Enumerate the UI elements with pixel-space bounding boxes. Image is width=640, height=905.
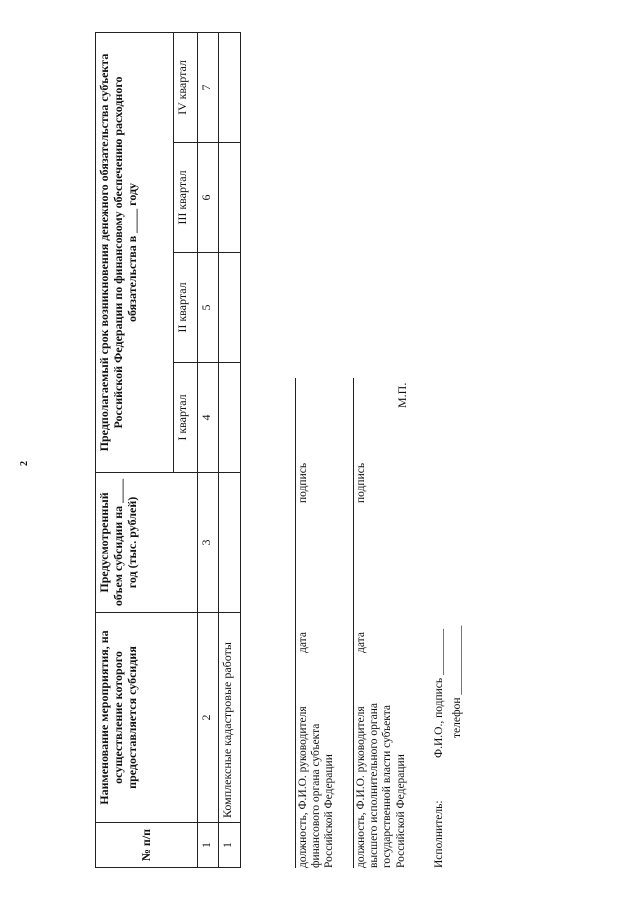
executor-phone-line: телефон ____________: [451, 625, 463, 738]
finance-head-position: должность, Ф.И.О. руководителя финансового органа субъекта Российской Федерации: [297, 706, 336, 868]
row-activity: Комплексные кадастровые работы: [219, 613, 241, 823]
finance-head-signature-label: подпись: [297, 462, 309, 503]
row-number: 1: [219, 823, 241, 868]
column-number: 1: [198, 823, 219, 868]
executor-label: Исполнитель:: [433, 800, 445, 868]
header-obligation-period: Предполагаемый срок возникновения денежного обязательства субъекта Российской Федерации по финансовому обеспечению расходного обязательства в ____ году: [96, 32, 174, 472]
row-q2: [219, 253, 241, 363]
header-q2: II квартал: [174, 253, 198, 363]
column-number: 6: [198, 143, 219, 253]
column-number-row: [198, 32, 219, 867]
header-activity-name: Наименование мероприятия, на осуществление которого предоставляется субсидия: [96, 613, 198, 823]
page-number: 2: [19, 461, 30, 466]
row-q1: [219, 363, 241, 473]
finance-head-signature-line: [295, 378, 296, 868]
header-number: № п/п: [96, 823, 198, 868]
column-number: 5: [198, 253, 219, 363]
column-number: 7: [198, 32, 219, 142]
row-volume: [219, 473, 241, 613]
column-number: 4: [198, 363, 219, 473]
executive-head-position: должность, Ф.И.О. руководителя высшего исполнительного органа государственной власти субъекта Российской Федерации: [355, 703, 407, 868]
executor-name-line: Ф.И.О., подпись ________: [433, 628, 445, 758]
stamp-placeholder: М.П.: [395, 382, 409, 408]
table-row: [219, 32, 241, 867]
column-number: 2: [198, 613, 219, 823]
subsidy-obligations-table: [95, 32, 241, 868]
row-q4: [219, 32, 241, 142]
column-number: 3: [198, 473, 219, 613]
header-q4: IV квартал: [174, 32, 198, 142]
header-q1: I квартал: [174, 363, 198, 473]
executive-head-signature-label: подпись: [355, 462, 367, 503]
row-q3: [219, 143, 241, 253]
executive-head-signature-line: [353, 378, 354, 868]
header-subsidy-volume: Предусмотренный объем субсидии на ____ год (тыс. рублей): [96, 473, 198, 613]
header-q3: III квартал: [174, 143, 198, 253]
finance-head-date-label: дата: [297, 632, 309, 653]
executive-head-date-label: дата: [355, 632, 367, 653]
landscape-sheet: [95, 38, 625, 868]
